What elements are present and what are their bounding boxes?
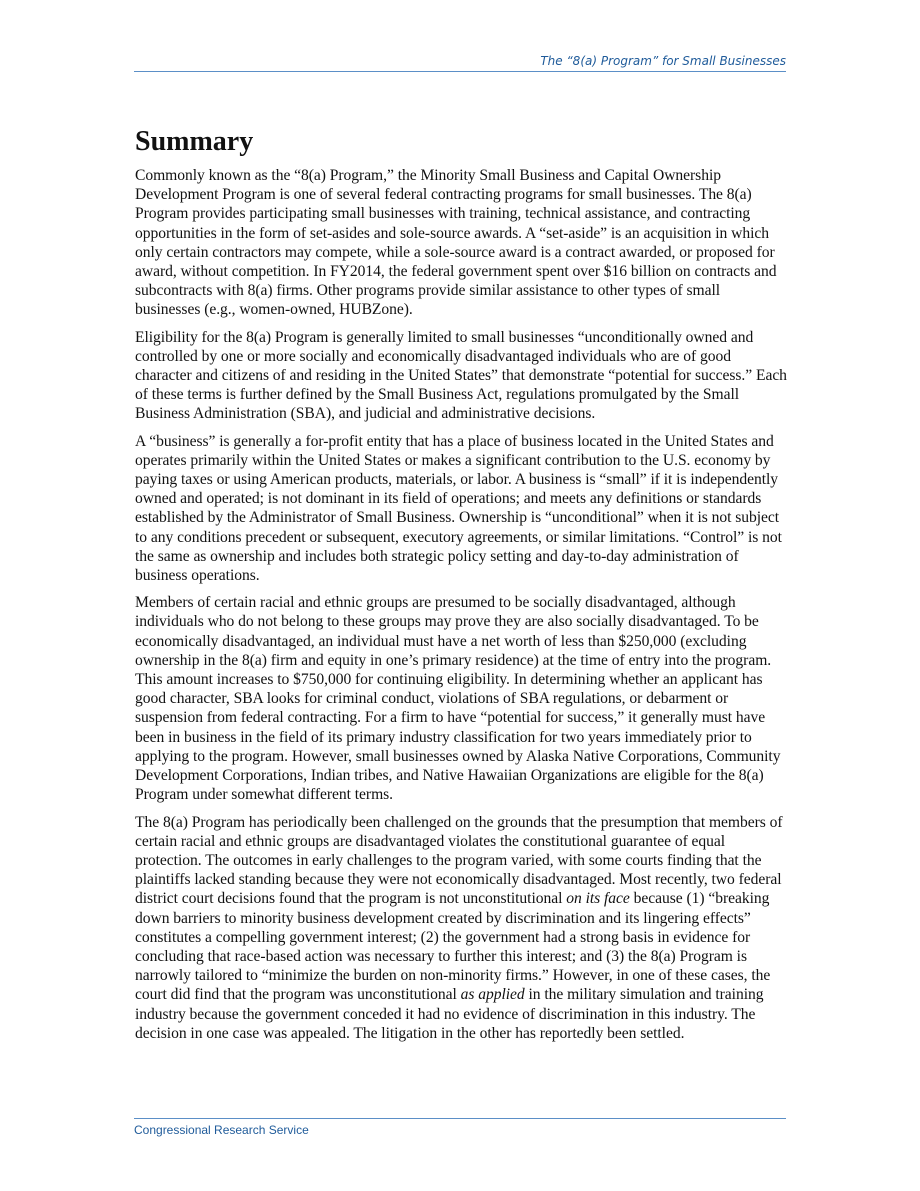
paragraph-disadvantage-criteria: Members of certain racial and ethnic groups are presumed to be socially disadvantaged, although individuals who do not belong to these groups may prove they are also socially disadvantaged. To be economically disadvantaged, an individual must have a net worth of less than $250,000 (excluding ownership in the 8(a) firm and equity in one’s primary residence) at the time of entry into the program. This amount increases to $750,000 for continuing eligibility. In determining whether an applicant has good character, SBA looks for criminal conduct, violations of SBA regulations, or debarment or suspension from federal contracting. For a firm to have “potential for success,” it generally must have been in business in the field of its primary industry classification for two years immediately prior to applying to the program. However, small businesses owned by Alaska Native Corporations, Community Development Corporations, Indian tribes, and Native Hawaiian Organizations are eligible for the 8(a) Program under somewhat different terms. [135,594,781,804]
paragraph-program-overview: Commonly known as the “8(a) Program,” the Minority Small Business and Capital Ownership Development Program is one of several federal contracting programs for small businesses. The 8(a) Program provides participating small businesses with training, technical assistance, and contracting opportunities in the form of set-asides and sole-source awards. A “set-aside” is an acquisition in which only certain contractors may compete, while a sole-source award is a contract awarded, or proposed for award, without competition. In FY2014, the federal government spent over $16 billion on contracts and subcontracts with 8(a) firms. Other programs provide similar assistance to other types of small businesses (e.g., women-owned, HUBZone). [135,167,777,319]
section-heading: Summary [135,126,254,157]
running-header: The “8(a) Program” for Small Businesses [134,54,786,72]
emphasis-as-applied: as applied [460,986,525,1004]
paragraph-text-segment: in the military simulation and training industry because the government conceded it had no evidence of discrimination in this industry. The decision in one case was appealed. The litigation in the other has reportedly been settled. [135,986,764,1042]
paragraph-definitions: A “business” is generally a for-profit entity that has a place of business located in the United States and operates primarily within the United States or makes a significant contribution to the U.S. economy by paying taxes or using American products, materials, or labor. A business is “small” if it is independently owned and operated; is not dominant in its field of operations; and meets any definitions or standards established by the Administrator of Small Business. Ownership is “unconditional” when it is not subject to any conditions precedent or subsequent, executory agreements, or similar limitations. “Control” is not the same as ownership and includes both strategic policy setting and day-to-day administration of business operations. [135,432,782,585]
main-content [135,124,788,1051]
footer-publisher: Congressional Research Service [134,1123,309,1137]
emphasis-on-its-face: on its face [566,890,630,908]
page-footer [134,1118,786,1137]
paragraph-eligibility: Eligibility for the 8(a) Program is generally limited to small businesses “unconditionally owned and controlled by one or more socially and economically disadvantaged individuals who are of good character and citizens of and residing in the United States” that demonstrate “potential for success.” Each of these terms is further defined by the Small Business Act, regulations promulgated by the Small Business Administration (SBA), and judicial and administrative decisions. [135,328,787,423]
paragraph-constitutional-challenges [135,813,788,1043]
paragraph-text-segment: The 8(a) Program has periodically been challenged on the grounds that the presumption that members of certain racial and ethnic groups are disadvantaged violates the constitutional guarantee of equal protection. The outcomes in early challenges to the program varied, with some courts finding that the plaintiffs lacked standing because they were not economically disadvantaged. Most recently, two federal district court decisions found that the program is not unconstitutional [135,813,783,908]
paragraph-text-segment: because (1) “breaking down barriers to minority business development created by discrimination and its lingering effects” constitutes a compelling government interest; (2) the government had a strong basis in evidence for concluding that race-based action was necessary to further this interest; and (3) the 8(a) Program is narrowly tailored to “minimize the burden on non-minority firms.” However, in one of these cases, the court did find that the program was unconstitutional [135,890,771,1004]
